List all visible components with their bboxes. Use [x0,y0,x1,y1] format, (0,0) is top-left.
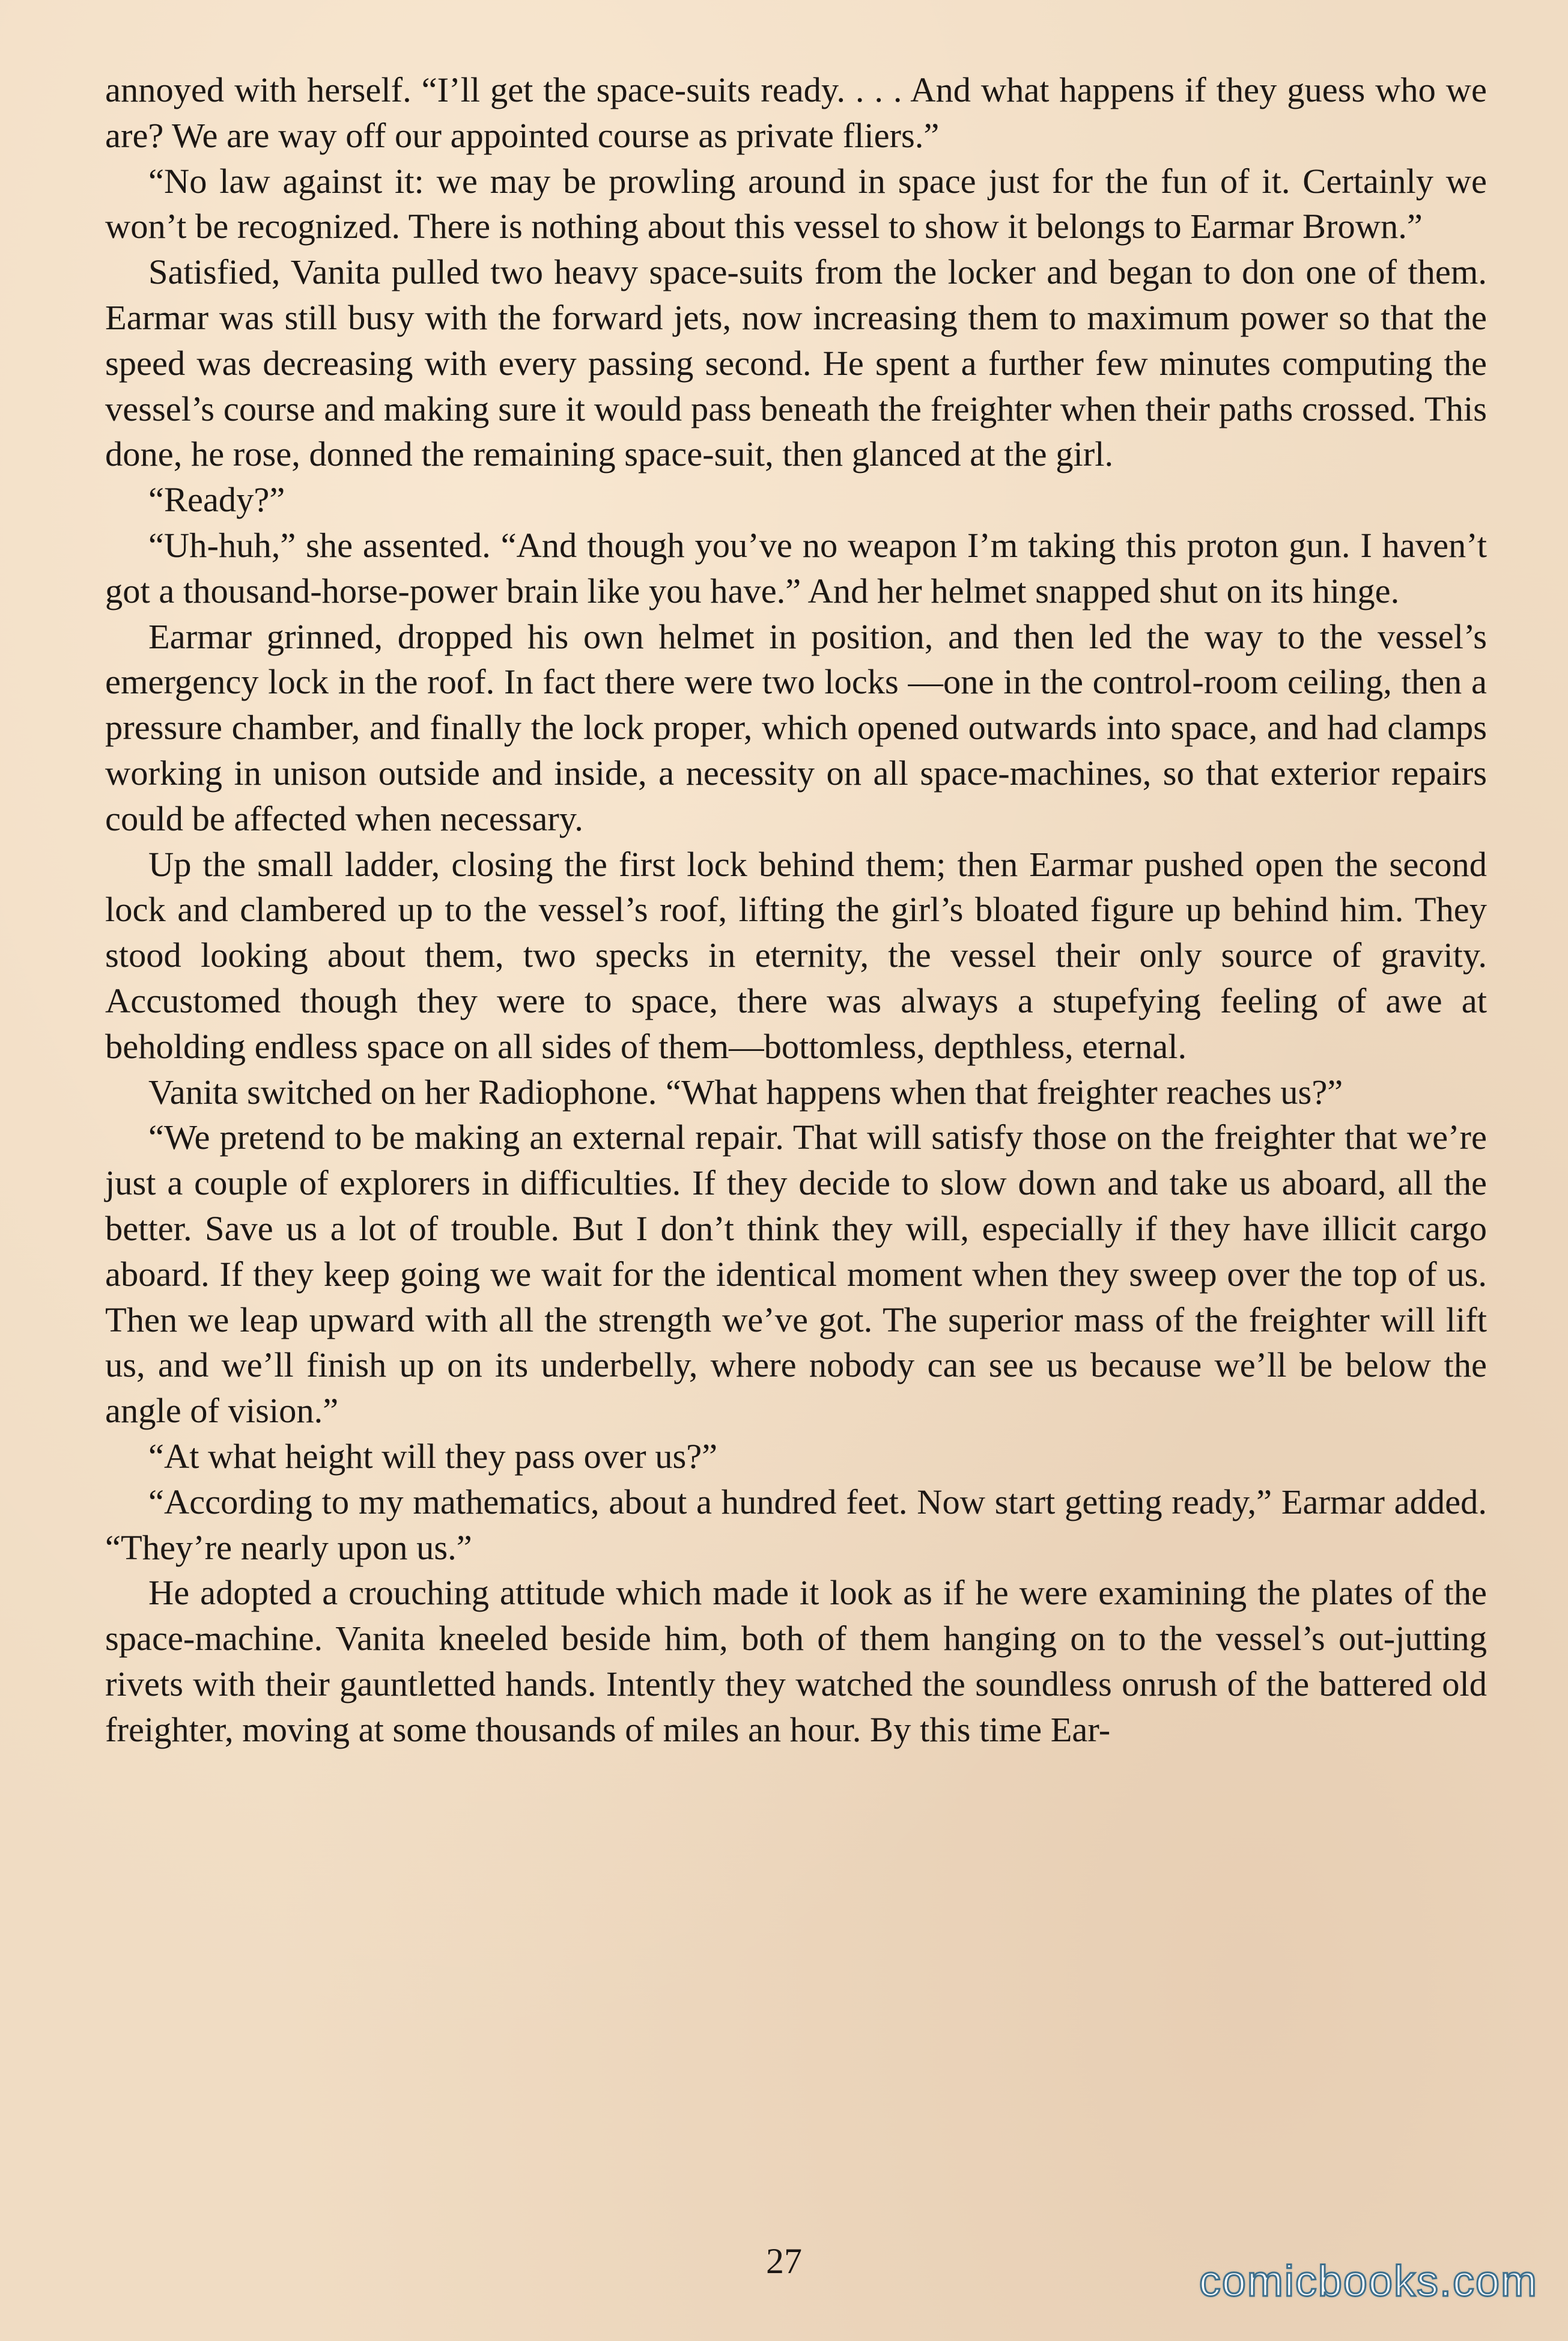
page-number: 27 [766,2241,802,2281]
paragraph-10: “At what height will they pass over us?” [148,1436,718,1476]
paragraph-5: “Uh-huh,” she assented. “And though you’ve no weapon I’m taking this proton gun. I haven’t got a thousand-horse-power brain like you have.” And her helmet snapped shut on its hinge. [105,525,1487,610]
paragraph-11: “According to my mathematics, about a hundred feet. Now start getting ready,” Earmar added. “They’re nearly upon us.” [105,1482,1487,1567]
body-text [105,67,1487,1752]
paragraph-9: “We pretend to be making an external repair. That will satisfy those on the freighter that we’re just a couple of explorers in difficulties. If they decide to slow down and take us aboard, all the better. Save us a lot of trouble. But I don’t think they will, especially if they have illicit cargo aboard. If they keep going we wait for the identical moment when they sweep over the top of us. Then we leap upward with all the strength we’ve got. The superior mass of the freighter will lift us, and we’ll finish up on its underbelly, where nobody can see us because we’ll be below the angle of vision.” [105,1118,1487,1431]
paragraph-4: “Ready?” [148,480,285,520]
paragraph-6: Earmar grinned, dropped his own helmet in position, and then led the way to the vessel’s emergency lock in the roof. In fact there were two locks —one in the control-room ceiling, then a pressure chamber, and finally the lock proper, which opened outwards into space, and had clamps working in unison outside and inside, a necessity on all space-machines, so that exterior repairs could be affected when necessary. [105,616,1487,838]
paragraph-1: annoyed with herself. “I’ll get the space-suits ready. . . . And what happens if they guess who we are? We are way off our appointed course as private fliers.” [105,70,1487,155]
paragraph-2: “No law against it: we may be prowling around in space just for the fun of it. Certainly we won’t be recognized. There is nothing about this vessel to show it belongs to Earmar Brown.” [105,161,1487,246]
paragraph-7: Up the small ladder, closing the first lock behind them; then Earmar pushed open the second lock and clambered up to the vessel’s roof, lifting the girl’s bloated figure up behind him. They stood looking about them, two specks in eternity, the vessel their only source of gravity. Accustomed though they were to space, there was always a stupefying feeling of awe at beholding endless space on all sides of them—bottomless, depthless, eternal. [105,844,1487,1066]
watermark-logo: comicbooks.com [1199,2257,1538,2306]
paragraph-12: He adopted a crouching attitude which made it look as if he were examining the plates of the space-machine. Vanita kneeled beside him, both of them hanging on to the vessel’s out-jutting rivets with their gauntletted hands. Intently they watched the soundless onrush of the battered old freighter, moving at some thousands of miles an hour. By this time Ear- [105,1573,1487,1749]
paragraph-3: Satisfied, Vanita pulled two heavy space-suits from the locker and began to don one of them. Earmar was still busy with the forward jets, now increasing them to maximum power so that the speed was decreasing with every passing second. He spent a further few minutes computing the vessel’s course and making sure it would pass beneath the freighter when their paths crossed. This done, he rose, donned the remaining space-suit, then glanced at the girl. [105,252,1487,474]
paragraph-8: Vanita switched on her Radiophone. “What happens when that freighter reaches us?” [148,1072,1343,1112]
